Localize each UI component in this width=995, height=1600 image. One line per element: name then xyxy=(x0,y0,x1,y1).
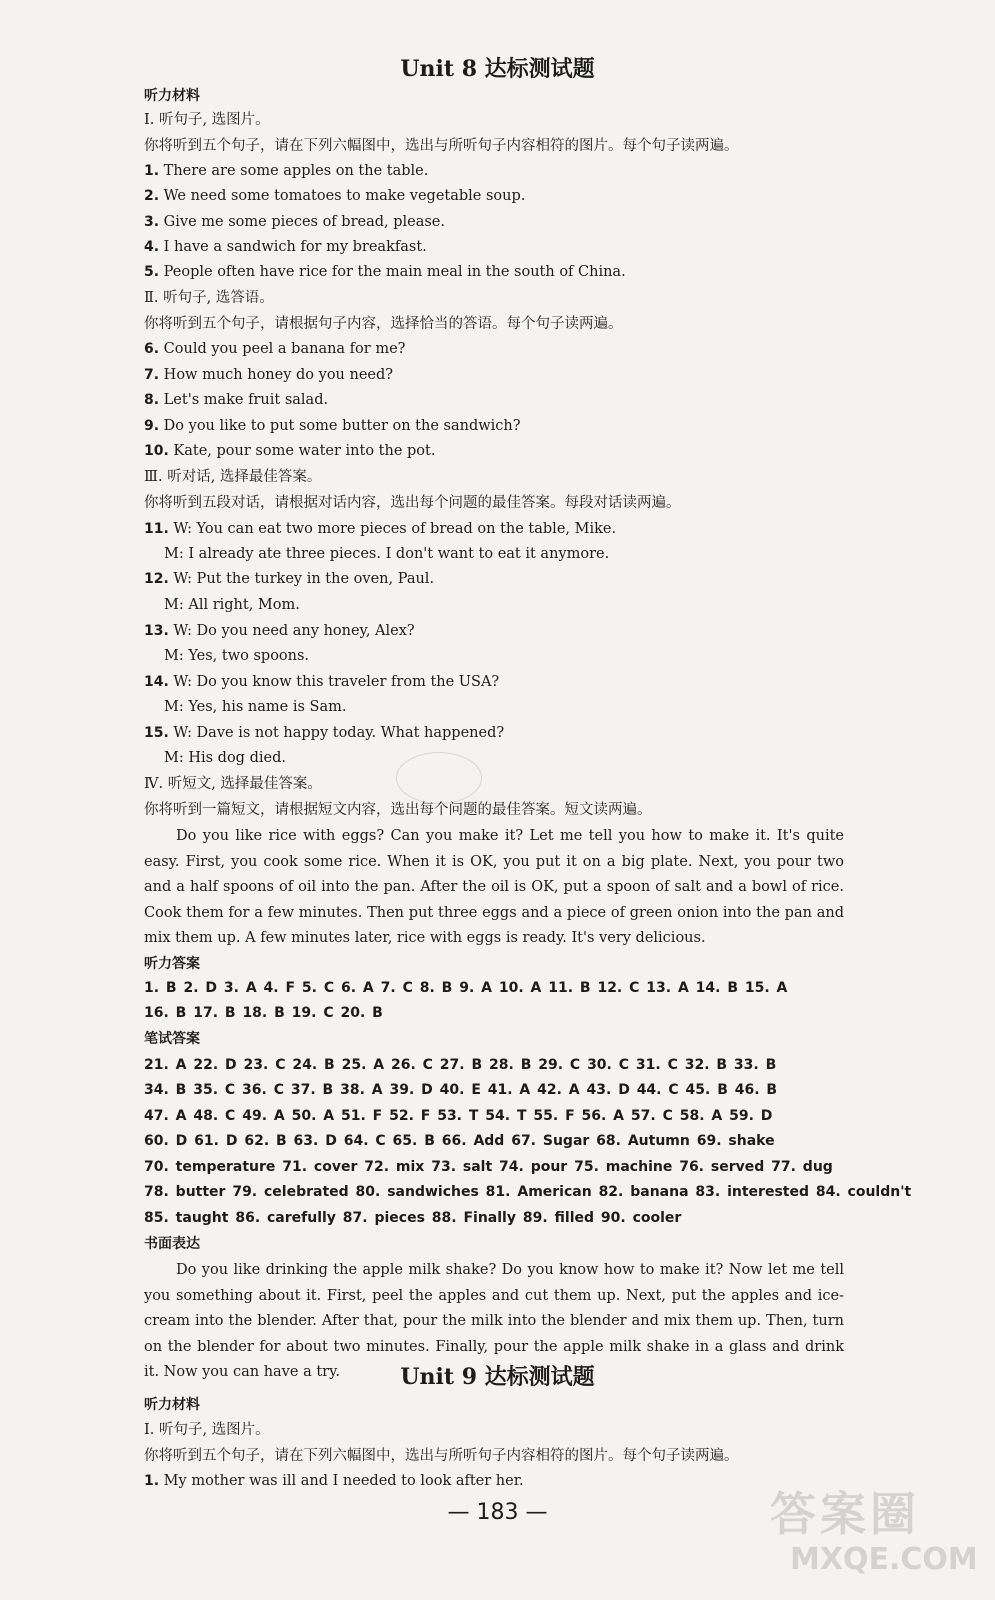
dialogue-line-w: 15. W: Dave is not happy today. What happened? xyxy=(144,725,505,741)
sentence-item: 8. Let's make fruit salad. xyxy=(144,392,329,408)
answer-row: 70. temperature 71. cover 72. mix 73. salt 74. pour 75. machine 76. served 77. dug xyxy=(144,1159,833,1175)
dialogue-line-w: 14. W: Do you know this traveler from the USA? xyxy=(144,674,500,690)
sentence-item: 7. How much honey do you need? xyxy=(144,367,394,383)
answer-row: 34. B 35. C 36. C 37. B 38. A 39. D 40. E 41. A 42. A 43. D 44. C 45. B 46. B xyxy=(144,1082,778,1098)
written-answers-heading: 笔试答案 xyxy=(144,1031,200,1047)
part1-instruction: 你将听到五个句子，请在下列六幅图中，选出与所听句子内容相符的图片。每个句子读两遍。 xyxy=(144,1448,739,1464)
part4-instruction: 你将听到一篇短文，请根据短文内容，选出每个问题的最佳答案。短文读两遍。 xyxy=(144,802,652,818)
answer-row: 60. D 61. D 62. B 63. D 64. C 65. B 66. Add 67. Sugar 68. Autumn 69. shake xyxy=(144,1133,775,1149)
sentence-item: 1. My mother was ill and I needed to look after her. xyxy=(144,1473,524,1489)
watermark-logo xyxy=(770,1478,980,1588)
unit9-title: Unit 9 达标测试题 xyxy=(400,1364,595,1390)
dialogue-line-m: M: Yes, two spoons. xyxy=(164,648,310,664)
sentence-item: 3. Give me some pieces of bread, please. xyxy=(144,214,445,230)
listening-material-heading: 听力材料 xyxy=(144,1397,200,1413)
part2-heading: Ⅱ. 听句子, 选答语。 xyxy=(144,290,274,306)
sentence-item: 10. Kate, pour some water into the pot. xyxy=(144,443,436,459)
part4-heading: Ⅳ. 听短文, 选择最佳答案。 xyxy=(144,776,322,792)
writing-heading: 书面表达 xyxy=(144,1236,200,1252)
answer-row: 1. B 2. D 3. A 4. F 5. C 6. A 7. C 8. B 9. A 10. A 11. B 12. C 13. A 14. B 15. A xyxy=(144,980,788,996)
answer-row: 16. B 17. B 18. B 19. C 20. B xyxy=(144,1005,383,1021)
dialogue-line-w: 11. W: You can eat two more pieces of bread on the table, Mike. xyxy=(144,521,617,537)
dialogue-line-w: 13. W: Do you need any honey, Alex? xyxy=(144,623,415,639)
listening-answers-heading: 听力答案 xyxy=(144,956,200,972)
sentence-item: 1. There are some apples on the table. xyxy=(144,163,429,179)
dialogue-line-m: M: All right, Mom. xyxy=(164,597,300,613)
part1-heading: Ⅰ. 听句子, 选图片。 xyxy=(144,112,270,128)
dialogue-line-m: M: His dog died. xyxy=(164,750,286,766)
answer-row: 78. butter 79. celebrated 80. sandwiches 81. American 82. banana 83. interested 84. couldn't xyxy=(144,1184,912,1200)
writing-sample: Do you like drinking the apple milk shake? Do you know how to make it? Now let me tell you something about it. First, peel the apples and cut them up. Next, put the apples and ice-cream into the blender. After that, pour the milk into the blender and mix them up. Then, turn on the blender for about two minutes. Finally, pour the apple milk shake in a glass and drink it. Now you can have a try. xyxy=(144,1262,844,1380)
sentence-item: 6. Could you peel a banana for me? xyxy=(144,341,406,357)
listening-material-heading: 听力材料 xyxy=(144,88,200,104)
sentence-item: 9. Do you like to put some butter on the sandwich? xyxy=(144,418,521,434)
part2-instruction: 你将听到五个句子，请根据句子内容，选择恰当的答语。每个句子读两遍。 xyxy=(144,316,623,332)
dialogue-line-w: 12. W: Put the turkey in the oven, Paul. xyxy=(144,571,435,587)
dialogue-line-m: M: I already ate three pieces. I don't want to eat it anymore. xyxy=(164,546,610,562)
listening-passage: Do you like rice with eggs? Can you make it? Let me tell you how to make it. It's quite easy. First, you cook some rice. When it is OK, you put it on a big plate. Next, you pour two and a half spoons of oil into the pan. After the oil is OK, put a spoon of salt and a bowl of rice. Cook them for a few minutes. Then put three eggs and a piece of green onion into the pan and mix them up. A few minutes later, rice with eggs is ready. It's very delicious. xyxy=(144,828,844,946)
part1-heading: Ⅰ. 听句子, 选图片。 xyxy=(144,1422,270,1438)
answer-row: 47. A 48. C 49. A 50. A 51. F 52. F 53. T 54. T 55. F 56. A 57. C 58. A 59. D xyxy=(144,1108,773,1124)
page-number: — 183 — xyxy=(447,1500,548,1525)
sentence-item: 5. People often have rice for the main meal in the south of China. xyxy=(144,264,626,280)
watermark-text: 答案圈 xyxy=(770,1487,920,1541)
sentence-item: 4. I have a sandwich for my breakfast. xyxy=(144,239,427,255)
answer-row: 85. taught 86. carefully 87. pieces 88. Finally 89. filled 90. cooler xyxy=(144,1210,682,1226)
answer-row: 21. A 22. D 23. C 24. B 25. A 26. C 27. B 28. B 29. C 30. C 31. C 32. B 33. B xyxy=(144,1057,777,1073)
part3-heading: Ⅲ. 听对话, 选择最佳答案。 xyxy=(144,469,322,485)
part3-instruction: 你将听到五段对话，请根据对话内容，选出每个问题的最佳答案。每段对话读两遍。 xyxy=(144,495,681,511)
watermark-url: MXQE.COM xyxy=(790,1542,978,1577)
sentence-item: 2. We need some tomatoes to make vegetable soup. xyxy=(144,188,526,204)
dialogue-line-m: M: Yes, his name is Sam. xyxy=(164,699,347,715)
part1-instruction: 你将听到五个句子，请在下列六幅图中，选出与所听句子内容相符的图片。每个句子读两遍。 xyxy=(144,138,739,154)
unit8-title: Unit 8 达标测试题 xyxy=(400,56,595,82)
